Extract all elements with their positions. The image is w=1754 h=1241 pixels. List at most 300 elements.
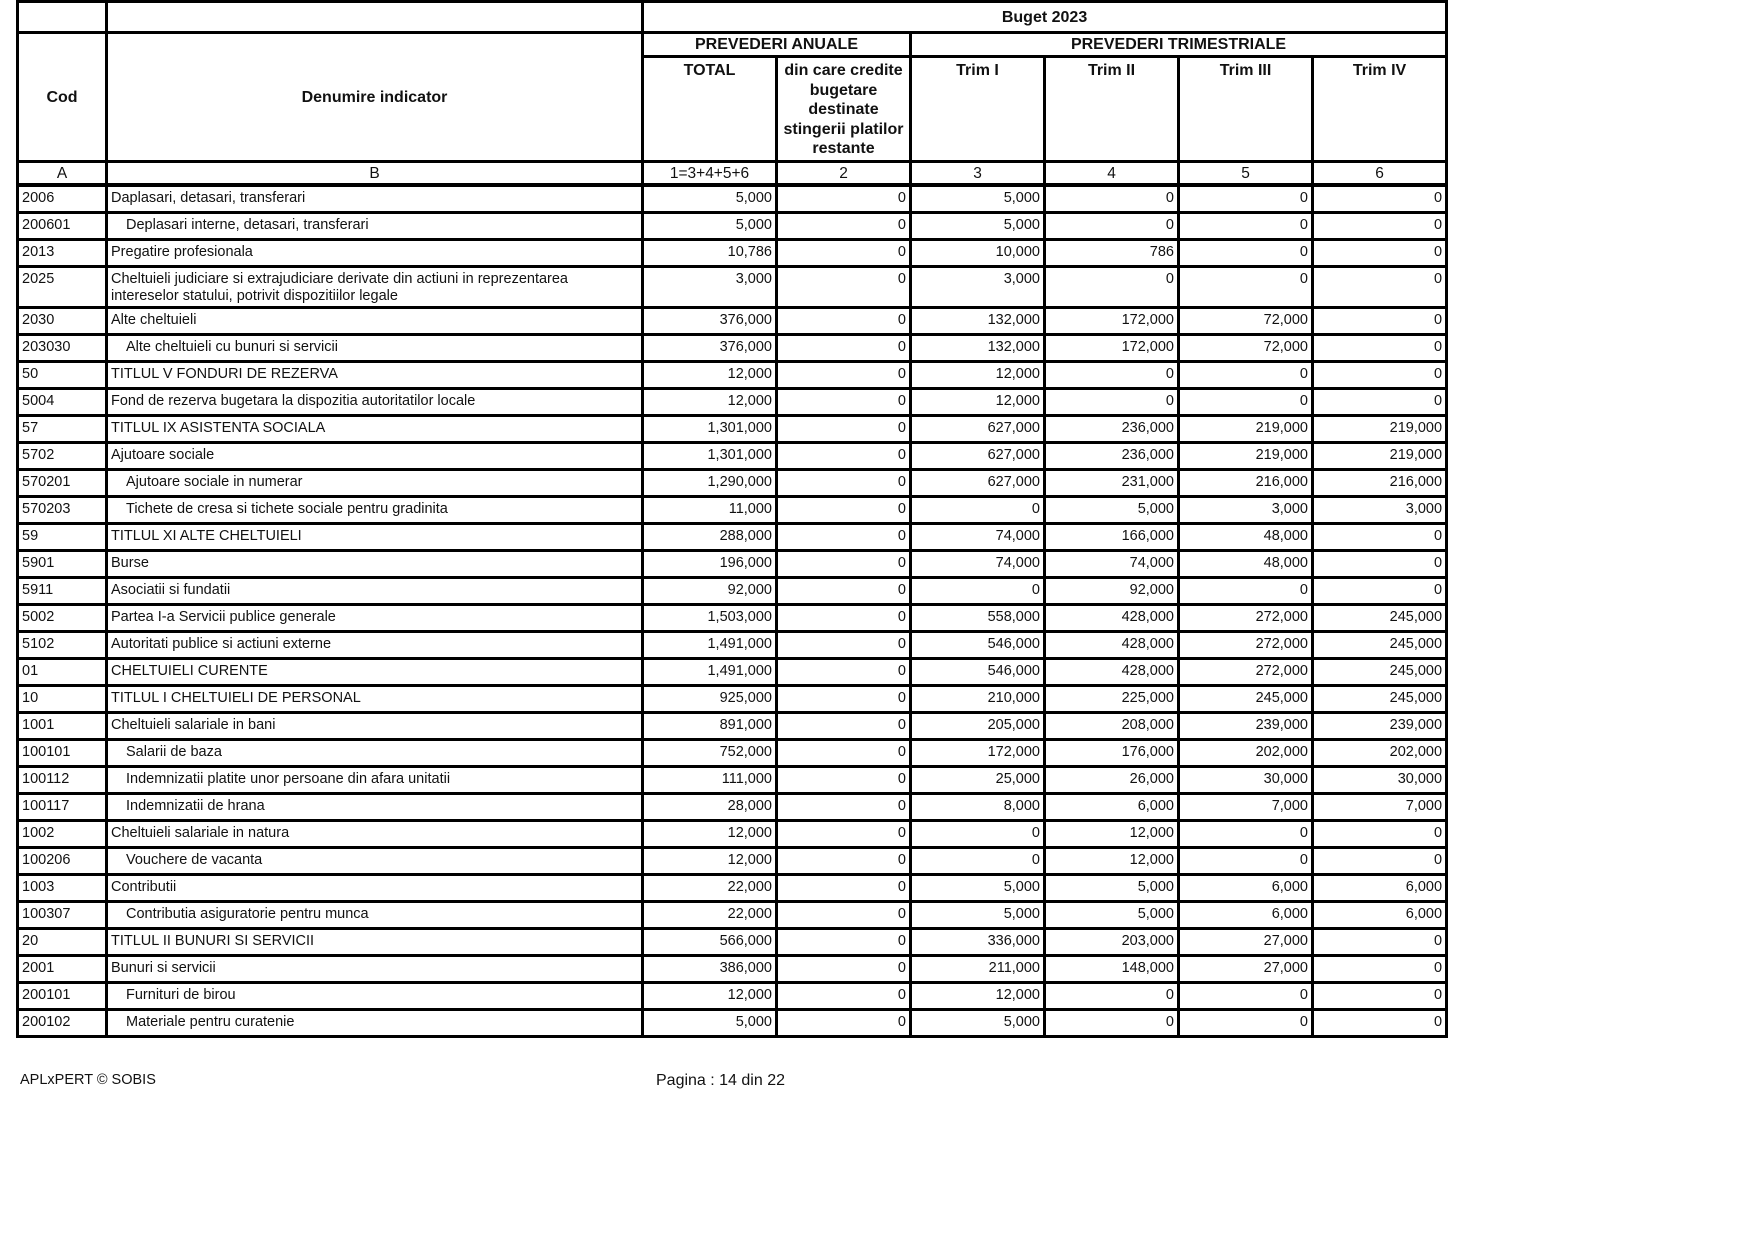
- table-row: [18, 605, 1447, 632]
- cell-trim2: 236,000: [1045, 416, 1179, 443]
- cell-credite-restante: 0: [777, 686, 911, 713]
- cell-denumire: [107, 267, 643, 308]
- cell-total: 1,491,000: [643, 632, 777, 659]
- table-row: [18, 686, 1447, 713]
- cell-trim4: 245,000: [1313, 605, 1447, 632]
- indicator-name: TITLUL I CHELTUIELI DE PERSONAL: [111, 690, 361, 706]
- cell-cod: 100206: [18, 848, 107, 875]
- cell-trim2: 172,000: [1045, 335, 1179, 362]
- cell-denumire: [107, 389, 643, 416]
- cell-cod: 570203: [18, 497, 107, 524]
- cell-denumire: [107, 902, 643, 929]
- cell-denumire: [107, 632, 643, 659]
- column-index: A: [18, 162, 107, 186]
- cell-denumire: [107, 929, 643, 956]
- column-header-denumire: Denumire indicator: [107, 33, 643, 162]
- table-row: [18, 821, 1447, 848]
- column-header-total: TOTAL: [643, 57, 777, 162]
- cell-denumire: [107, 713, 643, 740]
- cell-trim4: 0: [1313, 362, 1447, 389]
- indicator-name: Fond de rezerva bugetara la dispozitia autoritatilor locale: [111, 393, 476, 409]
- column-index: 4: [1045, 162, 1179, 186]
- cell-trim1: 74,000: [911, 551, 1045, 578]
- table-row: [18, 983, 1447, 1010]
- table-row: [18, 185, 1447, 213]
- column-header-cod: Cod: [18, 33, 107, 162]
- indicator-name: Vouchere de vacanta: [126, 852, 263, 868]
- cell-trim4: 0: [1313, 929, 1447, 956]
- table-row: [18, 659, 1447, 686]
- column-header-credite-restante: din care credite bugetare destinate stingerii platilor restante: [777, 57, 911, 162]
- cell-trim3: 272,000: [1179, 632, 1313, 659]
- cell-trim4: 0: [1313, 524, 1447, 551]
- cell-cod: 200102: [18, 1010, 107, 1037]
- cell-trim2: 0: [1045, 362, 1179, 389]
- cell-trim1: 627,000: [911, 470, 1045, 497]
- cell-total: 12,000: [643, 389, 777, 416]
- cell-credite-restante: 0: [777, 821, 911, 848]
- cell-credite-restante: 0: [777, 551, 911, 578]
- table-row: [18, 929, 1447, 956]
- cell-trim3: 272,000: [1179, 659, 1313, 686]
- cell-trim4: 0: [1313, 185, 1447, 213]
- cell-trim3: 27,000: [1179, 929, 1313, 956]
- cell-denumire: [107, 983, 643, 1010]
- cell-trim3: 219,000: [1179, 416, 1313, 443]
- cell-trim4: 0: [1313, 213, 1447, 240]
- cell-trim1: 546,000: [911, 659, 1045, 686]
- cell-credite-restante: 0: [777, 524, 911, 551]
- cell-trim3: 202,000: [1179, 740, 1313, 767]
- cell-trim3: 30,000: [1179, 767, 1313, 794]
- cell-cod: 100307: [18, 902, 107, 929]
- cell-credite-restante: 0: [777, 794, 911, 821]
- cell-trim4: 0: [1313, 389, 1447, 416]
- cell-cod: 50: [18, 362, 107, 389]
- cell-trim4: 0: [1313, 240, 1447, 267]
- cell-cod: 2001: [18, 956, 107, 983]
- indicator-name: Burse: [111, 555, 149, 571]
- cell-denumire: [107, 740, 643, 767]
- header-row-groups: [18, 33, 1447, 57]
- cell-trim1: 132,000: [911, 308, 1045, 335]
- budget-table: [16, 0, 1448, 1038]
- cell-cod: 5901: [18, 551, 107, 578]
- table-row: [18, 794, 1447, 821]
- cell-trim2: 428,000: [1045, 632, 1179, 659]
- cell-credite-restante: 0: [777, 335, 911, 362]
- cell-credite-restante: 0: [777, 659, 911, 686]
- cell-cod: 2006: [18, 185, 107, 213]
- indicator-name: Autoritati publice si actiuni externe: [111, 636, 332, 652]
- cell-trim2: 231,000: [1045, 470, 1179, 497]
- cell-trim2: 0: [1045, 389, 1179, 416]
- footer-page-number: Pagina : 14 din 22: [656, 1072, 785, 1089]
- cell-cod: 200101: [18, 983, 107, 1010]
- indicator-name: Cheltuieli salariale in bani: [111, 717, 276, 733]
- table-row: [18, 551, 1447, 578]
- cell-denumire: [107, 605, 643, 632]
- cell-trim4: 0: [1313, 1010, 1447, 1037]
- indicator-name: Salarii de baza: [126, 744, 222, 760]
- cell-credite-restante: 0: [777, 929, 911, 956]
- cell-credite-restante: 0: [777, 875, 911, 902]
- table-row: [18, 335, 1447, 362]
- indicator-name: Bunuri si servicii: [111, 960, 216, 976]
- table-row: [18, 416, 1447, 443]
- cell-cod: 100101: [18, 740, 107, 767]
- cell-total: 1,503,000: [643, 605, 777, 632]
- cell-credite-restante: 0: [777, 578, 911, 605]
- cell-trim3: 272,000: [1179, 605, 1313, 632]
- cell-credite-restante: 0: [777, 713, 911, 740]
- cell-denumire: [107, 659, 643, 686]
- cell-trim3: 0: [1179, 1010, 1313, 1037]
- cell-trim1: 172,000: [911, 740, 1045, 767]
- cell-trim4: 0: [1313, 578, 1447, 605]
- cell-trim3: 7,000: [1179, 794, 1313, 821]
- cell-trim4: 0: [1313, 335, 1447, 362]
- cell-trim2: 176,000: [1045, 740, 1179, 767]
- cell-cod: 20: [18, 929, 107, 956]
- cell-trim1: 5,000: [911, 1010, 1045, 1037]
- cell-total: 566,000: [643, 929, 777, 956]
- indicator-name: Alte cheltuieli cu bunuri si servicii: [126, 339, 338, 355]
- cell-credite-restante: 0: [777, 240, 911, 267]
- indicator-name: Partea I-a Servicii publice generale: [111, 609, 336, 625]
- cell-trim1: 3,000: [911, 267, 1045, 308]
- cell-total: 92,000: [643, 578, 777, 605]
- cell-total: 1,301,000: [643, 443, 777, 470]
- indicator-name: Cheltuieli salariale in natura: [111, 825, 290, 841]
- cell-denumire: [107, 213, 643, 240]
- cell-cod: 2030: [18, 308, 107, 335]
- cell-cod: 1001: [18, 713, 107, 740]
- cell-trim3: 48,000: [1179, 524, 1313, 551]
- cell-trim2: 236,000: [1045, 443, 1179, 470]
- cell-trim1: 12,000: [911, 983, 1045, 1010]
- cell-total: 196,000: [643, 551, 777, 578]
- column-header-trim3: Trim III: [1179, 57, 1313, 162]
- cell-trim3: 0: [1179, 213, 1313, 240]
- cell-trim4: 0: [1313, 956, 1447, 983]
- indicator-name: Cheltuieli judiciare si extrajudiciare derivate din actiuni in reprezentarea intereselor statului, potrivit dispozitiilor legale: [111, 271, 568, 304]
- budget-page: [16, 0, 1447, 1038]
- table-row: [18, 524, 1447, 551]
- indicator-name: Indemnizatii de hrana: [126, 798, 265, 814]
- indicator-name: Ajutoare sociale in numerar: [126, 474, 303, 490]
- indicator-name: TITLUL XI ALTE CHELTUIELI: [111, 528, 302, 544]
- cell-trim2: 172,000: [1045, 308, 1179, 335]
- cell-credite-restante: 0: [777, 497, 911, 524]
- cell-trim1: 8,000: [911, 794, 1045, 821]
- cell-credite-restante: 0: [777, 1010, 911, 1037]
- table-row: [18, 740, 1447, 767]
- indicator-name: TITLUL IX ASISTENTA SOCIALA: [111, 420, 326, 436]
- cell-cod: 1002: [18, 821, 107, 848]
- cell-trim2: 0: [1045, 267, 1179, 308]
- cell-trim1: 0: [911, 821, 1045, 848]
- cell-trim3: 0: [1179, 389, 1313, 416]
- column-index: 1=3+4+5+6: [643, 162, 777, 186]
- cell-total: 5,000: [643, 213, 777, 240]
- column-header-trim4: Trim IV: [1313, 57, 1447, 162]
- cell-total: 12,000: [643, 821, 777, 848]
- cell-total: 1,290,000: [643, 470, 777, 497]
- cell-trim2: 203,000: [1045, 929, 1179, 956]
- cell-credite-restante: 0: [777, 605, 911, 632]
- table-row: [18, 362, 1447, 389]
- cell-trim1: 336,000: [911, 929, 1045, 956]
- cell-trim4: 30,000: [1313, 767, 1447, 794]
- cell-denumire: [107, 185, 643, 213]
- cell-credite-restante: 0: [777, 902, 911, 929]
- indicator-name: Alte cheltuieli: [111, 312, 197, 328]
- cell-trim3: 72,000: [1179, 335, 1313, 362]
- cell-trim2: 12,000: [1045, 821, 1179, 848]
- indicator-name: Contributia asiguratorie pentru munca: [126, 906, 369, 922]
- cell-total: 1,491,000: [643, 659, 777, 686]
- table-row: [18, 267, 1447, 308]
- cell-trim4: 239,000: [1313, 713, 1447, 740]
- cell-total: 5,000: [643, 1010, 777, 1037]
- table-row: [18, 497, 1447, 524]
- cell-trim3: 219,000: [1179, 443, 1313, 470]
- cell-cod: 1003: [18, 875, 107, 902]
- cell-trim2: 148,000: [1045, 956, 1179, 983]
- table-row: [18, 632, 1447, 659]
- cell-trim4: 3,000: [1313, 497, 1447, 524]
- cell-denumire: [107, 443, 643, 470]
- table-row: [18, 713, 1447, 740]
- cell-trim4: 6,000: [1313, 875, 1447, 902]
- cell-trim2: 0: [1045, 185, 1179, 213]
- cell-credite-restante: 0: [777, 416, 911, 443]
- group-header-prevederi-trimestriale: PREVEDERI TRIMESTRIALE: [911, 33, 1447, 57]
- cell-trim4: 0: [1313, 308, 1447, 335]
- cell-denumire: [107, 362, 643, 389]
- cell-trim1: 0: [911, 497, 1045, 524]
- cell-trim3: 245,000: [1179, 686, 1313, 713]
- cell-trim1: 132,000: [911, 335, 1045, 362]
- cell-trim2: 0: [1045, 983, 1179, 1010]
- header-row-budget: [18, 2, 1447, 33]
- cell-trim4: 0: [1313, 821, 1447, 848]
- cell-trim3: 0: [1179, 362, 1313, 389]
- cell-trim2: 0: [1045, 1010, 1179, 1037]
- cell-trim1: 74,000: [911, 524, 1045, 551]
- cell-trim2: 26,000: [1045, 767, 1179, 794]
- cell-trim1: 211,000: [911, 956, 1045, 983]
- cell-trim4: 0: [1313, 848, 1447, 875]
- cell-total: 752,000: [643, 740, 777, 767]
- cell-trim2: 5,000: [1045, 497, 1179, 524]
- table-row: [18, 578, 1447, 605]
- cell-cod: 10: [18, 686, 107, 713]
- cell-trim2: 225,000: [1045, 686, 1179, 713]
- cell-trim4: 219,000: [1313, 416, 1447, 443]
- cell-credite-restante: 0: [777, 443, 911, 470]
- cell-trim1: 558,000: [911, 605, 1045, 632]
- table-row: [18, 389, 1447, 416]
- cell-cod: 2025: [18, 267, 107, 308]
- cell-trim1: 210,000: [911, 686, 1045, 713]
- indicator-name: Materiale pentru curatenie: [126, 1014, 295, 1030]
- cell-trim2: 0: [1045, 213, 1179, 240]
- cell-trim1: 5,000: [911, 185, 1045, 213]
- cell-trim4: 0: [1313, 267, 1447, 308]
- cell-trim4: 0: [1313, 983, 1447, 1010]
- cell-trim3: 0: [1179, 821, 1313, 848]
- cell-credite-restante: 0: [777, 389, 911, 416]
- cell-denumire: [107, 416, 643, 443]
- cell-denumire: [107, 956, 643, 983]
- cell-trim3: 0: [1179, 267, 1313, 308]
- cell-cod: 200601: [18, 213, 107, 240]
- cell-denumire: [107, 470, 643, 497]
- cell-credite-restante: 0: [777, 632, 911, 659]
- cell-denumire: [107, 821, 643, 848]
- cell-trim2: 208,000: [1045, 713, 1179, 740]
- cell-trim4: 216,000: [1313, 470, 1447, 497]
- cell-credite-restante: 0: [777, 213, 911, 240]
- cell-trim1: 12,000: [911, 389, 1045, 416]
- cell-trim2: 166,000: [1045, 524, 1179, 551]
- indicator-name: Tichete de cresa si tichete sociale pentru gradinita: [126, 501, 448, 517]
- header-empty-cod: [18, 2, 107, 33]
- cell-credite-restante: 0: [777, 470, 911, 497]
- cell-trim2: 5,000: [1045, 875, 1179, 902]
- cell-cod: 570201: [18, 470, 107, 497]
- cell-trim1: 5,000: [911, 902, 1045, 929]
- table-row: [18, 902, 1447, 929]
- cell-total: 288,000: [643, 524, 777, 551]
- cell-total: 5,000: [643, 185, 777, 213]
- cell-credite-restante: 0: [777, 983, 911, 1010]
- cell-total: 925,000: [643, 686, 777, 713]
- cell-trim2: 74,000: [1045, 551, 1179, 578]
- cell-cod: 100112: [18, 767, 107, 794]
- cell-trim3: 3,000: [1179, 497, 1313, 524]
- cell-cod: 5004: [18, 389, 107, 416]
- cell-trim1: 5,000: [911, 875, 1045, 902]
- indicator-name: Ajutoare sociale: [111, 447, 215, 463]
- cell-trim1: 546,000: [911, 632, 1045, 659]
- cell-total: 3,000: [643, 267, 777, 308]
- cell-cod: 100117: [18, 794, 107, 821]
- indicator-name: TITLUL V FONDURI DE REZERVA: [111, 366, 338, 382]
- cell-trim2: 786: [1045, 240, 1179, 267]
- cell-trim4: 245,000: [1313, 632, 1447, 659]
- cell-cod: 5702: [18, 443, 107, 470]
- cell-cod: 2013: [18, 240, 107, 267]
- cell-credite-restante: 0: [777, 362, 911, 389]
- cell-trim3: 0: [1179, 983, 1313, 1010]
- cell-trim3: 216,000: [1179, 470, 1313, 497]
- cell-trim2: 6,000: [1045, 794, 1179, 821]
- table-row: [18, 1010, 1447, 1037]
- cell-denumire: [107, 240, 643, 267]
- cell-trim1: 0: [911, 848, 1045, 875]
- footer-copyright: APLxPERT © SOBIS: [20, 1072, 156, 1088]
- cell-denumire: [107, 551, 643, 578]
- cell-total: 891,000: [643, 713, 777, 740]
- cell-trim1: 0: [911, 578, 1045, 605]
- table-row: [18, 308, 1447, 335]
- cell-denumire: [107, 767, 643, 794]
- cell-trim1: 10,000: [911, 240, 1045, 267]
- indicator-name: Contributii: [111, 879, 177, 895]
- cell-cod: 5911: [18, 578, 107, 605]
- column-index: 5: [1179, 162, 1313, 186]
- cell-credite-restante: 0: [777, 767, 911, 794]
- indicator-name: Furnituri de birou: [126, 987, 236, 1003]
- cell-total: 22,000: [643, 875, 777, 902]
- cell-total: 22,000: [643, 902, 777, 929]
- cell-trim3: 72,000: [1179, 308, 1313, 335]
- cell-trim3: 6,000: [1179, 902, 1313, 929]
- cell-trim3: 27,000: [1179, 956, 1313, 983]
- cell-total: 386,000: [643, 956, 777, 983]
- cell-denumire: [107, 1010, 643, 1037]
- column-header-trim1: Trim I: [911, 57, 1045, 162]
- table-row: [18, 470, 1447, 497]
- cell-trim3: 0: [1179, 578, 1313, 605]
- cell-trim2: 92,000: [1045, 578, 1179, 605]
- cell-trim4: 7,000: [1313, 794, 1447, 821]
- indicator-name: Pregatire profesionala: [111, 244, 253, 260]
- cell-trim3: 239,000: [1179, 713, 1313, 740]
- group-header-prevederi-anuale: PREVEDERI ANUALE: [643, 33, 911, 57]
- table-row: [18, 443, 1447, 470]
- cell-denumire: [107, 308, 643, 335]
- cell-denumire: [107, 578, 643, 605]
- indicator-name: Deplasari interne, detasari, transferari: [126, 217, 369, 233]
- header-empty-denumire: [107, 2, 643, 33]
- cell-cod: 01: [18, 659, 107, 686]
- table-row: [18, 767, 1447, 794]
- cell-credite-restante: 0: [777, 956, 911, 983]
- cell-cod: 5002: [18, 605, 107, 632]
- cell-trim1: 205,000: [911, 713, 1045, 740]
- cell-credite-restante: 0: [777, 740, 911, 767]
- cell-total: 111,000: [643, 767, 777, 794]
- cell-trim1: 25,000: [911, 767, 1045, 794]
- cell-total: 1,301,000: [643, 416, 777, 443]
- cell-cod: 5102: [18, 632, 107, 659]
- cell-total: 376,000: [643, 335, 777, 362]
- table-row: [18, 875, 1447, 902]
- budget-table-body: [18, 185, 1447, 1037]
- column-index: B: [107, 162, 643, 186]
- cell-trim1: 5,000: [911, 213, 1045, 240]
- cell-trim2: 428,000: [1045, 659, 1179, 686]
- cell-denumire: [107, 794, 643, 821]
- indicator-name: TITLUL II BUNURI SI SERVICII: [111, 933, 315, 949]
- cell-total: 28,000: [643, 794, 777, 821]
- indicator-name: Daplasari, detasari, transferari: [111, 190, 306, 206]
- cell-total: 12,000: [643, 848, 777, 875]
- cell-trim4: 245,000: [1313, 659, 1447, 686]
- indicator-name: CHELTUIELI CURENTE: [111, 663, 268, 679]
- table-row: [18, 240, 1447, 267]
- cell-credite-restante: 0: [777, 308, 911, 335]
- budget-year-title: Buget 2023: [643, 2, 1447, 33]
- cell-credite-restante: 0: [777, 185, 911, 213]
- cell-denumire: [107, 335, 643, 362]
- cell-trim1: 627,000: [911, 443, 1045, 470]
- cell-trim3: 48,000: [1179, 551, 1313, 578]
